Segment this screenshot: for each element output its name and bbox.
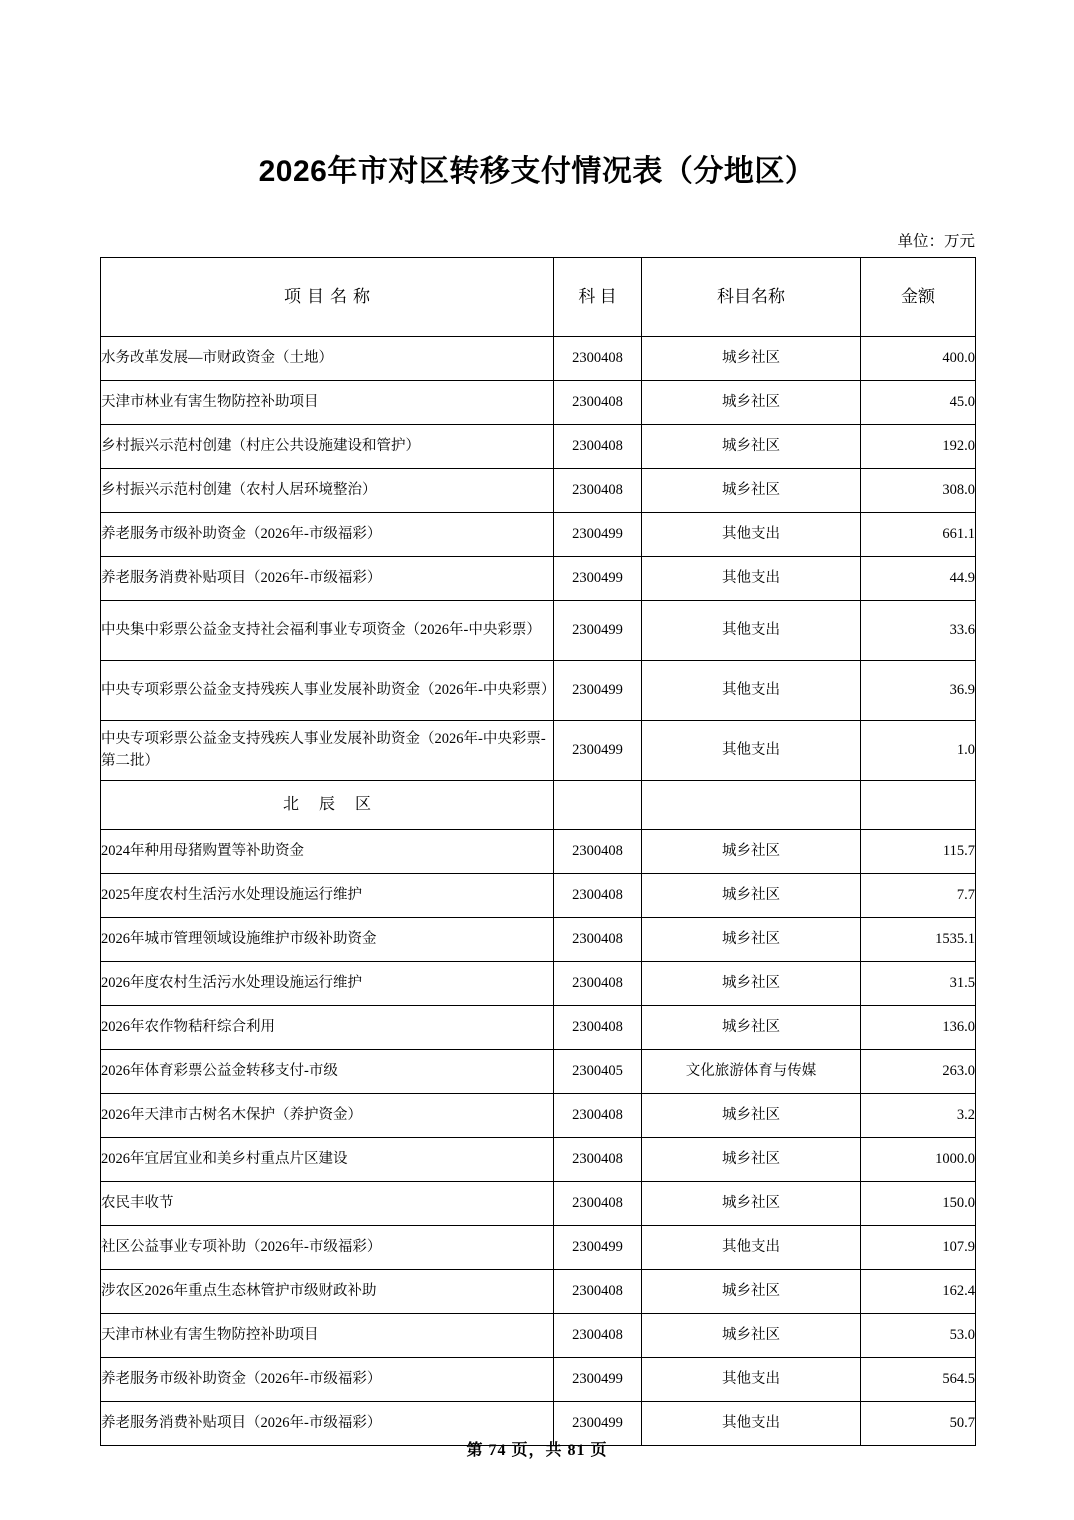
cell-subject-code: 2300408 (554, 962, 642, 1006)
cell-subject-name: 其他支出 (642, 513, 861, 557)
cell-amount: 31.5 (861, 962, 976, 1006)
section-code-cell (554, 781, 642, 830)
table-row (101, 962, 976, 1006)
cell-subject-name: 城乡社区 (642, 1314, 861, 1358)
section-subject-cell (642, 781, 861, 830)
cell-amount: 1000.0 (861, 1138, 976, 1182)
cell-project-name: 水务改革发展—市财政资金（土地） (101, 337, 554, 381)
cell-subject-code: 2300408 (554, 1182, 642, 1226)
header-row (101, 258, 976, 337)
cell-project-name: 天津市林业有害生物防控补助项目 (101, 1314, 554, 1358)
cell-amount: 150.0 (861, 1182, 976, 1226)
table-row (101, 1138, 976, 1182)
cell-subject-name: 其他支出 (642, 1358, 861, 1402)
cell-subject-code: 2300408 (554, 1270, 642, 1314)
cell-project-name: 中央集中彩票公益金支持社会福利事业专项资金（2026年-中央彩票） (101, 601, 554, 661)
cell-subject-name: 城乡社区 (642, 1094, 861, 1138)
cell-project-name: 乡村振兴示范村创建（村庄公共设施建设和管护） (101, 425, 554, 469)
cell-subject-name: 其他支出 (642, 661, 861, 721)
cell-subject-name: 城乡社区 (642, 381, 861, 425)
transfer-payment-table (100, 257, 976, 1446)
cell-subject-code: 2300499 (554, 721, 642, 781)
cell-subject-name: 城乡社区 (642, 830, 861, 874)
cell-subject-code: 2300408 (554, 425, 642, 469)
table-row (101, 601, 976, 661)
table-row (101, 1050, 976, 1094)
table-row (101, 557, 976, 601)
cell-amount: 1.0 (861, 721, 976, 781)
cell-amount: 308.0 (861, 469, 976, 513)
cell-subject-code: 2300408 (554, 381, 642, 425)
cell-subject-code: 2300499 (554, 1358, 642, 1402)
cell-project-name: 养老服务市级补助资金（2026年-市级福彩） (101, 513, 554, 557)
cell-subject-name: 城乡社区 (642, 874, 861, 918)
cell-amount: 192.0 (861, 425, 976, 469)
cell-subject-code: 2300499 (554, 557, 642, 601)
cell-project-name: 2025年度农村生活污水处理设施运行维护 (101, 874, 554, 918)
cell-subject-name: 其他支出 (642, 721, 861, 781)
table-row (101, 469, 976, 513)
cell-subject-code: 2300408 (554, 469, 642, 513)
table-row (101, 1094, 976, 1138)
cell-subject-name: 文化旅游体育与传媒 (642, 1050, 861, 1094)
cell-amount: 564.5 (861, 1358, 976, 1402)
cell-project-name: 涉农区2026年重点生态林管护市级财政补助 (101, 1270, 554, 1314)
table-row (101, 661, 976, 721)
table-row (101, 381, 976, 425)
cell-subject-name: 城乡社区 (642, 918, 861, 962)
cell-amount: 45.0 (861, 381, 976, 425)
column-header-project-name-label: 项目名称 (284, 286, 376, 306)
cell-subject-name: 其他支出 (642, 601, 861, 661)
cell-project-name: 乡村振兴示范村创建（农村人居环境整治） (101, 469, 554, 513)
column-header-code-label: 科 目 (578, 286, 617, 306)
table-body (101, 337, 976, 1446)
page-footer: 第 74 页，共 81 页 (466, 1442, 608, 1459)
cell-subject-name: 城乡社区 (642, 337, 861, 381)
column-header-code (554, 258, 642, 337)
table-row (101, 1314, 976, 1358)
cell-subject-name: 城乡社区 (642, 425, 861, 469)
cell-project-name: 天津市林业有害生物防控补助项目 (101, 381, 554, 425)
table-row (101, 1270, 976, 1314)
cell-project-name: 2026年宜居宜业和美乡村重点片区建设 (101, 1138, 554, 1182)
cell-amount: 400.0 (861, 337, 976, 381)
cell-project-name: 养老服务市级补助资金（2026年-市级福彩） (101, 1358, 554, 1402)
table-row (101, 1358, 976, 1402)
cell-subject-name: 城乡社区 (642, 962, 861, 1006)
table-row (101, 1226, 976, 1270)
cell-amount: 661.1 (861, 513, 976, 557)
cell-project-name: 2026年天津市古树名木保护（养护资金） (101, 1094, 554, 1138)
table-row (101, 513, 976, 557)
cell-subject-code: 2300499 (554, 1226, 642, 1270)
cell-project-name: 2024年种用母猪购置等补助资金 (101, 830, 554, 874)
cell-amount: 33.6 (861, 601, 976, 661)
cell-subject-code: 2300499 (554, 661, 642, 721)
section-amount-cell (861, 781, 976, 830)
cell-subject-name: 其他支出 (642, 1402, 861, 1446)
cell-subject-code: 2300499 (554, 601, 642, 661)
cell-amount: 115.7 (861, 830, 976, 874)
table-row (101, 918, 976, 962)
cell-subject-name: 城乡社区 (642, 1006, 861, 1050)
cell-amount: 263.0 (861, 1050, 976, 1094)
column-header-project-name (101, 258, 554, 337)
cell-subject-code: 2300408 (554, 337, 642, 381)
column-header-amount (861, 258, 976, 337)
cell-project-name: 养老服务消费补贴项目（2026年-市级福彩） (101, 1402, 554, 1446)
table-row (101, 337, 976, 381)
cell-subject-code: 2300408 (554, 1094, 642, 1138)
cell-amount: 162.4 (861, 1270, 976, 1314)
cell-subject-name: 其他支出 (642, 1226, 861, 1270)
cell-amount: 7.7 (861, 874, 976, 918)
table-row (101, 830, 976, 874)
table-row (101, 425, 976, 469)
cell-subject-name: 其他支出 (642, 557, 861, 601)
cell-amount: 36.9 (861, 661, 976, 721)
column-header-subject-name (642, 258, 861, 337)
cell-subject-code: 2300408 (554, 874, 642, 918)
cell-amount: 3.2 (861, 1094, 976, 1138)
table-row (101, 1006, 976, 1050)
cell-project-name: 养老服务消费补贴项目（2026年-市级福彩） (101, 557, 554, 601)
table-row (101, 874, 976, 918)
cell-project-name: 社区公益事业专项补助（2026年-市级福彩） (101, 1226, 554, 1270)
section-header-row (101, 781, 976, 830)
column-header-amount-label: 金额 (901, 286, 935, 306)
cell-project-name: 中央专项彩票公益金支持残疾人事业发展补助资金（2026年-中央彩票-第二批） (101, 721, 554, 781)
column-header-subject-name-label: 科目名称 (717, 286, 785, 306)
cell-amount: 107.9 (861, 1226, 976, 1270)
cell-subject-code: 2300408 (554, 830, 642, 874)
cell-amount: 53.0 (861, 1314, 976, 1358)
cell-subject-code: 2300408 (554, 1314, 642, 1358)
cell-subject-code: 2300499 (554, 1402, 642, 1446)
cell-amount: 50.7 (861, 1402, 976, 1446)
cell-amount: 136.0 (861, 1006, 976, 1050)
table-row (101, 1182, 976, 1226)
page-title: 2026年市对区转移支付情况表（分地区） (258, 155, 816, 188)
cell-subject-name: 城乡社区 (642, 1182, 861, 1226)
cell-project-name: 中央专项彩票公益金支持残疾人事业发展补助资金（2026年-中央彩票） (101, 661, 554, 721)
cell-subject-name: 城乡社区 (642, 1138, 861, 1182)
cell-project-name: 2026年度农村生活污水处理设施运行维护 (101, 962, 554, 1006)
cell-project-name: 2026年城市管理领域设施维护市级补助资金 (101, 918, 554, 962)
unit-label: 单位：万元 (897, 233, 975, 250)
cell-subject-code: 2300408 (554, 918, 642, 962)
cell-project-name: 2026年农作物秸秆综合利用 (101, 1006, 554, 1050)
section-title: 北 辰 区 (101, 781, 554, 830)
cell-project-name: 2026年体育彩票公益金转移支付-市级 (101, 1050, 554, 1094)
cell-subject-code: 2300405 (554, 1050, 642, 1094)
cell-project-name: 农民丰收节 (101, 1182, 554, 1226)
cell-subject-code: 2300408 (554, 1006, 642, 1050)
table-header (101, 258, 976, 337)
table-row (101, 721, 976, 781)
cell-subject-code: 2300408 (554, 1138, 642, 1182)
cell-subject-code: 2300499 (554, 513, 642, 557)
cell-amount: 44.9 (861, 557, 976, 601)
cell-subject-name: 城乡社区 (642, 1270, 861, 1314)
cell-subject-name: 城乡社区 (642, 469, 861, 513)
cell-amount: 1535.1 (861, 918, 976, 962)
